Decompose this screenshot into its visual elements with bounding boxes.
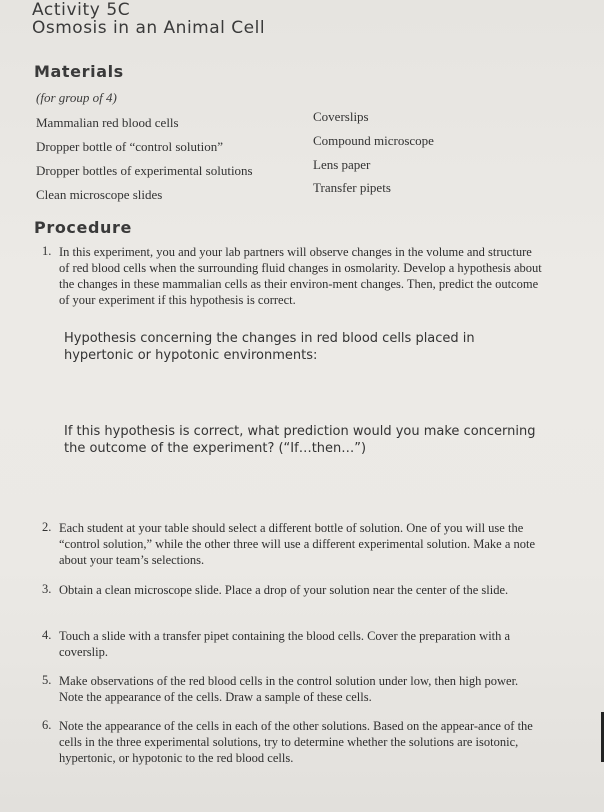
- material-item: Lens paper: [313, 157, 371, 172]
- material-item: Mammalian red blood cells: [36, 115, 179, 130]
- step-text: Make observations of the red blood cells in the control solution under low, then high power. Note the appearance of the cells. Draw a sample of these cells.: [59, 674, 519, 704]
- step-text: Note the appearance of the cells in each of the other solutions. Based on the appear-ance of the cells in the three experimental solutions, try to determine whether the solutions are isotonic, hypertonic, or hypotonic to the red blood cells.: [59, 719, 533, 765]
- procedure-heading: Procedure: [34, 218, 132, 237]
- material-item: Transfer pipets: [313, 180, 391, 195]
- step-number: 3.: [42, 582, 52, 596]
- step-number: 1.: [42, 244, 52, 258]
- step-number: 2.: [42, 520, 52, 534]
- hypothesis-question: Hypothesis concerning the changes in red blood cells placed in hypertonic or hypotonic environments:: [64, 331, 475, 363]
- step-text: Each student at your table should select a different bottle of solution. One of you will use the “control solution,” while the other three will use a different experimental solution. Make a note about your team’s selections.: [59, 521, 536, 567]
- materials-group-note: (for group of 4): [36, 90, 117, 105]
- material-item: Coverslips: [313, 109, 369, 124]
- material-item: Dropper bottles of experimental solutions: [36, 163, 253, 178]
- step-number: 6.: [42, 718, 52, 732]
- step-text: Obtain a clean microscope slide. Place a drop of your solution near the center of the slide.: [59, 583, 509, 597]
- material-item: Dropper bottle of “control solution”: [36, 139, 224, 154]
- step-number: 5.: [42, 673, 52, 687]
- material-item: Compound microscope: [313, 133, 434, 148]
- step-text: In this experiment, you and your lab partners will observe changes in the volume and structure of red blood cells when the surrounding fluid changes in osmolarity. Develop a hypothesis about the changes in these mammalian cells as their environ-ment changes. Then, predict the outcome of your experiment if this hypothesis is correct.: [59, 245, 542, 307]
- materials-heading: Materials: [34, 62, 124, 81]
- step-text: Touch a slide with a transfer pipet containing the blood cells. Cover the preparation with a coverslip.: [59, 629, 511, 659]
- material-item: Clean microscope slides: [36, 187, 163, 202]
- step-number: 4.: [42, 628, 52, 642]
- activity-label: Activity 5C: [32, 0, 131, 20]
- prediction-question: If this hypothesis is correct, what prediction would you make concerning the outcome of the experiment? (“If…then…”): [64, 424, 536, 456]
- activity-title: Osmosis in an Animal Cell: [32, 18, 266, 38]
